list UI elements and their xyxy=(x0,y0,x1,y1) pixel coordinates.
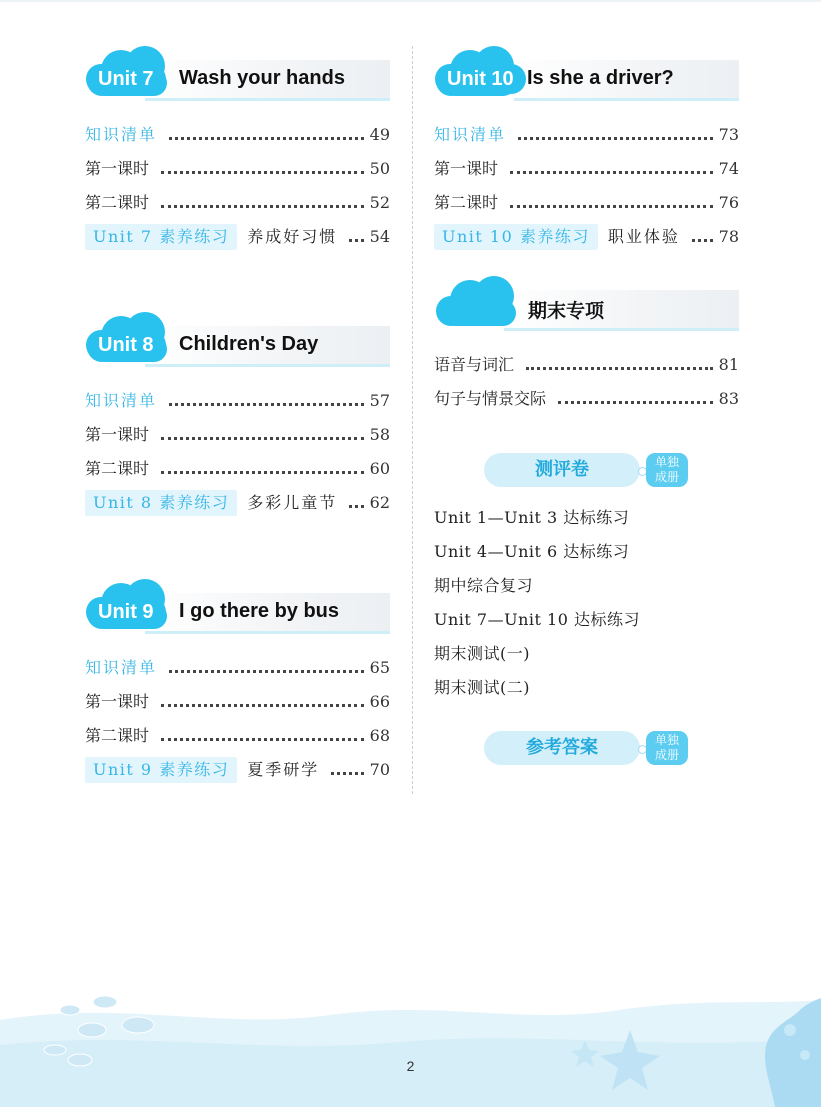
right-column xyxy=(434,40,739,773)
cloud-icon xyxy=(436,274,516,328)
unit9-section xyxy=(85,573,390,787)
column-divider xyxy=(412,46,413,794)
page-ref: 52 xyxy=(369,193,390,212)
answers-section xyxy=(434,723,739,773)
page-number: 2 xyxy=(406,1058,415,1074)
toc-row-lesson1[interactable] xyxy=(85,418,390,452)
answers-button[interactable]: 参考答案 xyxy=(484,731,640,765)
toc-row-knowledge[interactable] xyxy=(85,384,390,418)
separate-volume-badge xyxy=(646,731,688,765)
row-label: 第一课时 xyxy=(85,692,150,711)
list-item[interactable]: 期末测试(一) xyxy=(434,644,530,663)
assessment-button[interactable]: 测评卷 xyxy=(484,453,640,487)
row-label: 第二课时 xyxy=(85,459,150,478)
page-ref: 49 xyxy=(369,125,390,144)
toc-row-practice[interactable] xyxy=(85,486,390,520)
page-ref: 57 xyxy=(369,391,390,410)
separate-volume-badge xyxy=(646,453,688,487)
row-label: 第一课时 xyxy=(85,425,150,444)
answers-header xyxy=(484,723,739,773)
final-special-section xyxy=(434,270,739,445)
unit-label: Unit 8 xyxy=(86,330,166,360)
assessment-header xyxy=(484,445,739,495)
page-ref: 74 xyxy=(718,159,739,178)
leader-dots xyxy=(518,136,713,140)
leader-dots xyxy=(161,470,364,474)
list-item[interactable]: Unit 7—Unit 10 达标练习 xyxy=(434,610,640,629)
toc-row-practice[interactable] xyxy=(434,220,739,254)
leader-dots xyxy=(169,402,364,406)
practice-tag: Unit 10 素养练习 xyxy=(434,224,598,250)
row-label: 第二课时 xyxy=(85,193,150,212)
leader-dots xyxy=(526,366,713,370)
unit-label: Unit 9 xyxy=(86,597,166,627)
row-label: 语音与词汇 xyxy=(434,355,515,374)
row-label: 句子与情景交际 xyxy=(434,389,547,408)
practice-theme: 夏季研学 xyxy=(247,760,320,779)
toc-row-knowledge[interactable] xyxy=(85,118,390,152)
page-ref: 78 xyxy=(718,227,739,246)
unit7-header xyxy=(85,40,390,110)
row-label: 第二课时 xyxy=(85,726,150,745)
leader-dots xyxy=(161,737,364,741)
leader-dots xyxy=(161,703,364,707)
badge-line: 成册 xyxy=(654,748,679,762)
badge-line: 单独 xyxy=(654,455,679,469)
toc-row-lesson2[interactable] xyxy=(85,452,390,486)
row-label: 知识清单 xyxy=(85,125,158,144)
leader-dots xyxy=(349,504,363,508)
unit-title: Is she a driver? xyxy=(527,67,674,89)
page-ref: 81 xyxy=(718,355,739,374)
practice-tag: Unit 8 素养练习 xyxy=(85,490,237,516)
leader-dots xyxy=(161,204,364,208)
unit9-header xyxy=(85,573,390,643)
toc-row-lesson1[interactable] xyxy=(85,685,390,719)
leader-dots xyxy=(349,238,363,242)
unit8-header xyxy=(85,306,390,376)
unit-title: I go there by bus xyxy=(179,600,340,622)
practice-theme: 养成好习惯 xyxy=(247,227,338,246)
practice-theme: 职业体验 xyxy=(607,227,680,246)
unit-title: Children's Day xyxy=(179,333,319,355)
row-label: 知识清单 xyxy=(85,658,158,677)
practice-tag: Unit 9 素养练习 xyxy=(85,757,237,783)
leader-dots xyxy=(331,771,363,775)
ocean-wave-decoration xyxy=(0,960,821,1107)
row-label: 第一课时 xyxy=(434,159,499,178)
practice-theme: 多彩儿童节 xyxy=(247,493,338,512)
unit8-section xyxy=(85,306,390,573)
page-ref: 50 xyxy=(369,159,390,178)
unit7-section xyxy=(85,40,390,306)
list-item[interactable]: 期中综合复习 xyxy=(434,576,534,595)
leader-dots xyxy=(161,436,364,440)
badge-line: 成册 xyxy=(654,470,679,484)
toc-row-lesson2[interactable] xyxy=(85,186,390,220)
list-item[interactable]: Unit 4—Unit 6 达标练习 xyxy=(434,542,630,561)
badge-line: 单独 xyxy=(654,733,679,747)
left-column xyxy=(85,40,390,787)
top-border xyxy=(0,0,821,2)
assessment-section xyxy=(434,445,739,723)
page-ref: 73 xyxy=(718,125,739,144)
leader-dots xyxy=(558,400,713,404)
toc-row-lesson2[interactable] xyxy=(434,186,739,220)
toc-row-knowledge[interactable] xyxy=(85,651,390,685)
leader-dots xyxy=(692,238,713,242)
unit-title: Wash your hands xyxy=(179,67,345,89)
leader-dots xyxy=(510,204,713,208)
toc-row-practice[interactable] xyxy=(85,753,390,787)
page-ref: 60 xyxy=(369,459,390,478)
page-ref: 70 xyxy=(369,760,390,779)
leader-dots xyxy=(169,669,364,673)
row-label: 第一课时 xyxy=(85,159,150,178)
toc-row-practice[interactable] xyxy=(85,220,390,254)
toc-row-lesson2[interactable] xyxy=(85,719,390,753)
toc-row-phonics-vocab[interactable] xyxy=(434,348,739,382)
row-label: 知识清单 xyxy=(434,125,507,144)
list-item[interactable]: Unit 1—Unit 3 达标练习 xyxy=(434,508,630,527)
page-ref: 83 xyxy=(718,389,739,408)
toc-row-knowledge[interactable] xyxy=(434,118,739,152)
leader-dots xyxy=(161,170,364,174)
section-title: 期末专项 xyxy=(528,300,605,322)
page-ref: 68 xyxy=(369,726,390,745)
unit-label: Unit 7 xyxy=(86,64,166,94)
unit10-section xyxy=(434,40,739,270)
toc-row-sentences[interactable] xyxy=(434,382,739,416)
page-ref: 76 xyxy=(718,193,739,212)
toc-row-lesson1[interactable] xyxy=(85,152,390,186)
page-ref: 65 xyxy=(369,658,390,677)
page-ref: 62 xyxy=(369,493,390,512)
list-item[interactable]: 期末测试(二) xyxy=(434,678,530,697)
page-ref: 66 xyxy=(369,692,390,711)
row-label: 第二课时 xyxy=(434,193,499,212)
final-special-header xyxy=(434,270,739,340)
page-ref: 54 xyxy=(369,227,390,246)
assessment-list xyxy=(434,501,739,705)
leader-dots xyxy=(510,170,713,174)
unit-label: Unit 10 xyxy=(435,64,526,94)
unit10-header xyxy=(434,40,739,110)
toc-row-lesson1[interactable] xyxy=(434,152,739,186)
practice-tag: Unit 7 素养练习 xyxy=(85,224,237,250)
row-label: 知识清单 xyxy=(85,391,158,410)
leader-dots xyxy=(169,136,364,140)
page-ref: 58 xyxy=(369,425,390,444)
